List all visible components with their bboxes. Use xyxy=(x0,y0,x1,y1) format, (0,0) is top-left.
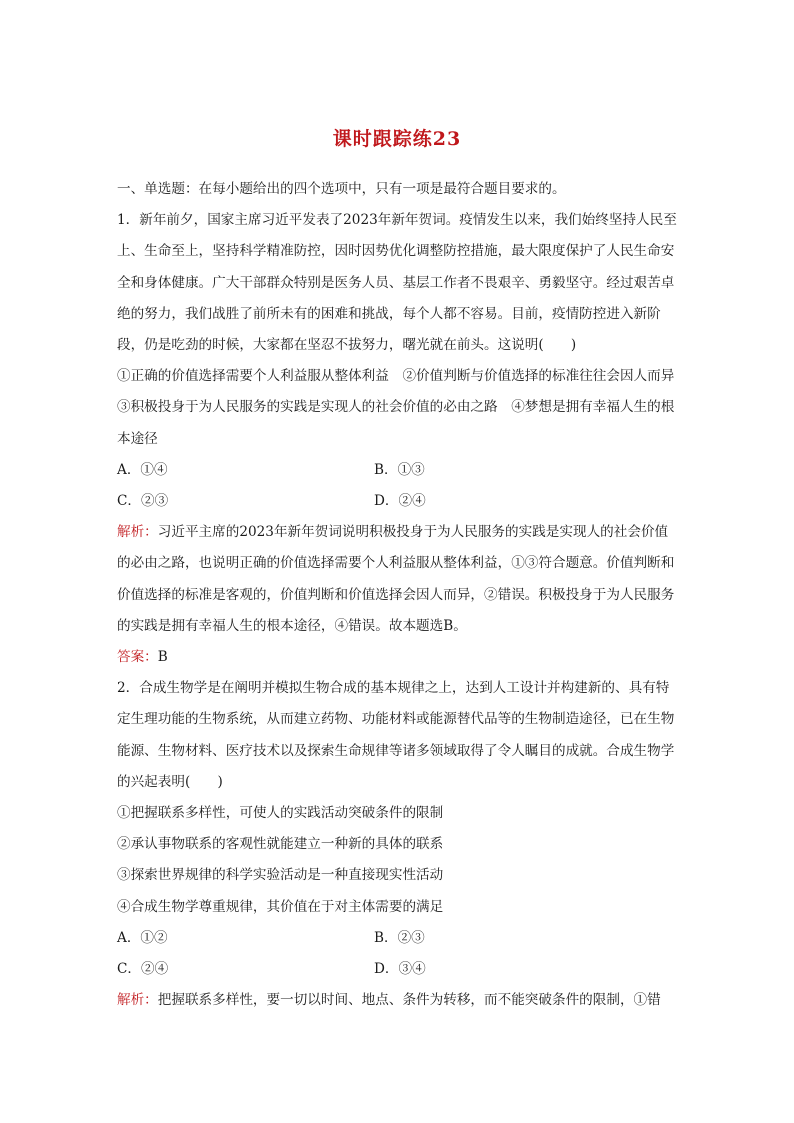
question-2-statement-3: ③探索世界规律的科学实验活动是一种直接现实性活动 xyxy=(117,867,444,884)
question-2-option-c: C．②④ xyxy=(117,961,169,978)
question-2-option-b: B．②③ xyxy=(374,929,425,946)
question-2-statement-4: ④合成生物学尊重规律，其价值在于对主体需要的满足 xyxy=(117,898,444,915)
question-2-statement-2: ②承认事物联系的客观性就能建立一种新的具体的联系 xyxy=(117,836,444,853)
question-1-answer xyxy=(117,642,677,673)
question-2-stem: 2．合成生物学是在阐明并模拟生物合成的基本规律之上，达到人工设计并构建新的、具有特定生理功能的生物系统，从而建立药物、功能材料或能源替代品等的生物制造途径，已在生物能源、生物材料、医疗技术以及探索生命规律等诸多领域取得了令人瞩目的成就。合成生物学的兴起表明( ) xyxy=(117,680,675,790)
question-1-answer-value: B xyxy=(157,649,168,666)
question-1-option-b: B．①③ xyxy=(374,461,425,478)
question-2-options-row-1 xyxy=(117,923,677,954)
question-1-analysis-text: 习近平主席的2023年新年贺词说明积极投身于为人民服务的实践是实现人的社会价值的必由之路，也说明正确的价值选择需要个人利益服从整体利益，①③符合题意。价值判断和价值选择的标准是客观的，价值判断和价值选择会因人而异，②错误。积极投身于为人民服务的实践是拥有幸福人生的根本途径，④错误。故本题选B。 xyxy=(117,524,675,634)
question-2-option-a: A．①② xyxy=(117,929,168,946)
question-1-option-a: A．①④ xyxy=(117,461,168,478)
question-2-option-d: D．③④ xyxy=(374,961,426,978)
question-2-options-row-2 xyxy=(117,954,677,985)
question-1-options-row-2 xyxy=(117,486,677,517)
page-title: 课时跟踪练23 xyxy=(332,128,462,150)
question-1-analysis xyxy=(117,517,677,642)
question-2-analysis-label: 解析： xyxy=(117,992,158,1009)
question-1-option-c: C．②③ xyxy=(117,493,169,510)
question-1-options-row-1 xyxy=(117,455,677,486)
document-body xyxy=(117,174,688,1016)
question-1-statements: ①正确的价值选择需要个人利益服从整体利益 ②价值判断与价值选择的标准往往会因人而异 ③积极投身于为人民服务的实践是实现人的社会价值的必由之路 ④梦想是拥有幸福人生的根本途径 xyxy=(117,368,688,447)
question-1-stem: 1．新年前夕，国家主席习近平发表了2023年新年贺词。疫情发生以来，我们始终坚持人民至上、生命至上，坚持科学精准防控，因时因势优化调整防控措施，最大限度保护了人民生命安全和身体健康。广大干部群众特别是医务人员、基层工作者不畏艰辛、勇毅坚守。经过艰苦卓绝的努力，我们战胜了前所未有的困难和挑战，每个人都不容易。目前，疫情防控进入新阶段，仍是吃劲的时候，大家都在坚忍不拔努力，曙光就在前头。这说明( ) xyxy=(117,212,677,354)
section-heading: 一、单选题：在每小题给出的四个选项中，只有一项是最符合题目要求的。 xyxy=(117,181,566,197)
question-2-statement-1: ①把握联系多样性，可使人的实践活动突破条件的限制 xyxy=(117,805,444,822)
question-1-analysis-label: 解析： xyxy=(117,524,158,541)
question-2-analysis xyxy=(117,985,677,1016)
question-2-analysis-text: 把握联系多样性，要一切以时间、地点、条件为转移，而不能突破条件的限制，①错 xyxy=(157,992,661,1009)
question-1-option-d: D．②④ xyxy=(374,493,426,510)
question-1-answer-label: 答案： xyxy=(117,649,158,666)
